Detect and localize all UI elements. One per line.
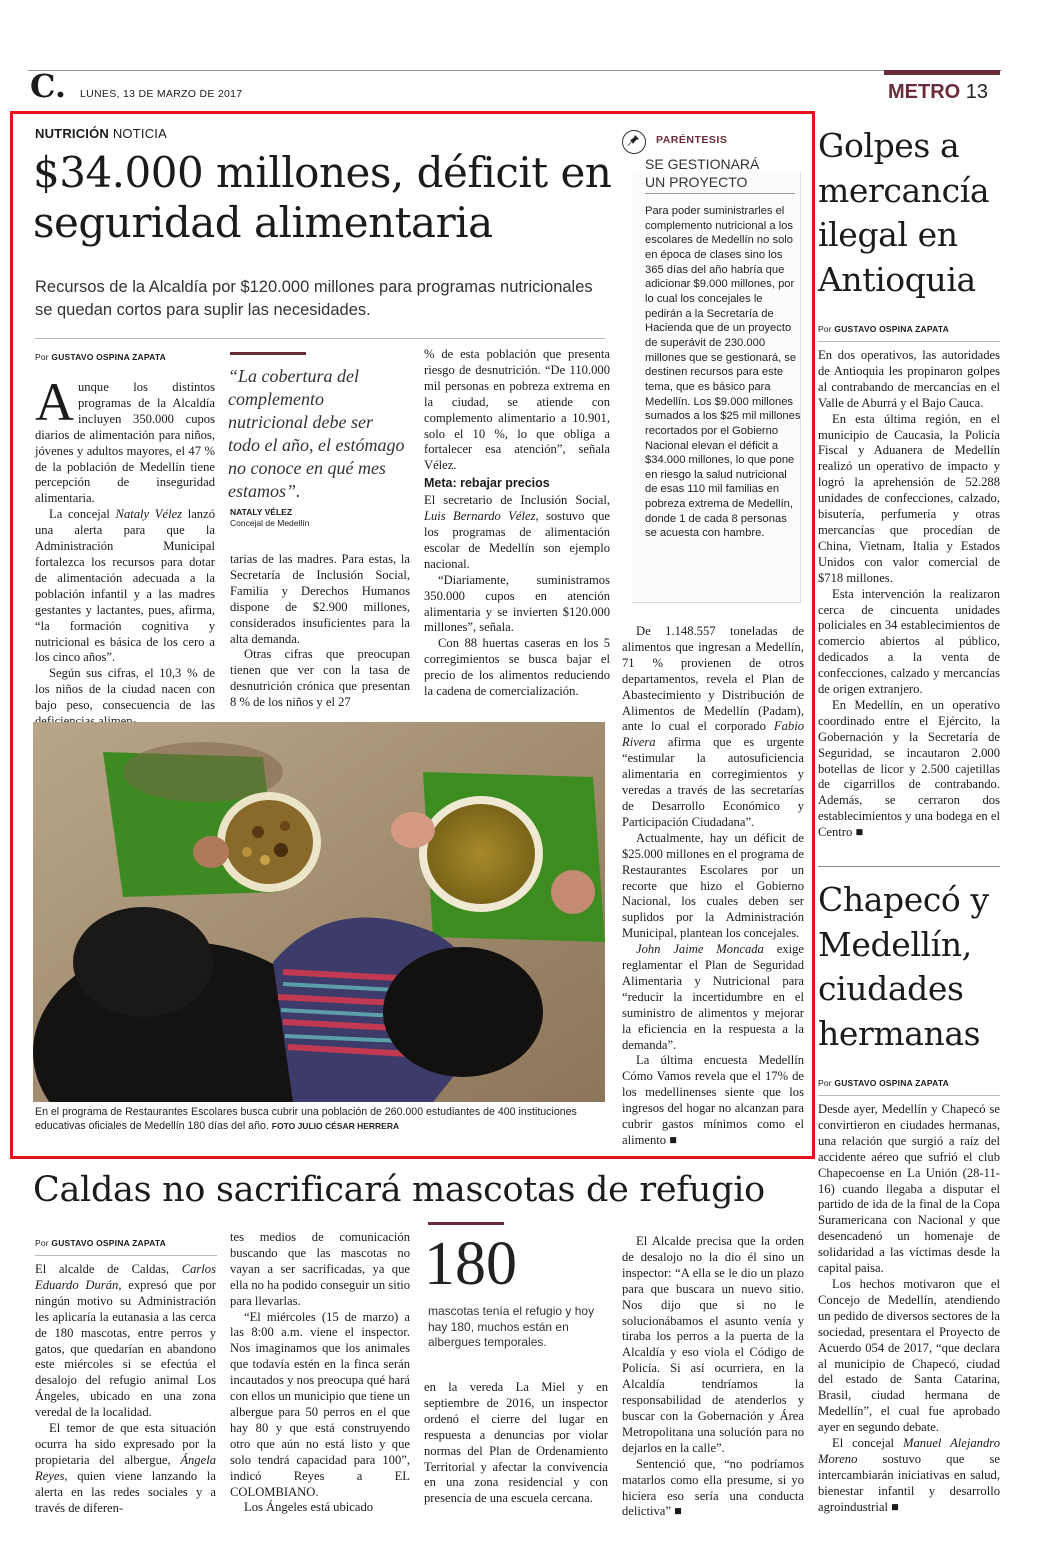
main-col-2 — [230, 552, 410, 711]
quote-author: NATALY VÉLEZ — [230, 507, 293, 517]
main-para-5: Otras cifras que preocupan tienen que ver con la tasa de desnutrición crónica que presentan 8 % de los niños y el 27 — [230, 647, 410, 710]
story3-para-3: El concejal Manuel Alejandro Moreno sostuvo que se intercambiarán iniciativas en salud, bienestar infantil y desarrollo agroindustrial ■ — [818, 1436, 1000, 1514]
section-label: METRO — [888, 81, 961, 103]
main-para-11: Actualmente, hay un déficit de $25.000 millones en el programa de Restaurantes Escolares por un recorte que hizo el Gobierno Nacional, los cuales deben ser suplidos por la Administración Municipal, plantean los concejales. — [622, 830, 804, 941]
main-para-3: Según sus cifras, el 10,3 % de los niños de la ciudad nacen con bajo peso, consecuencia de las — [35, 666, 215, 713]
byline-author: GUSTAVO OSPINA ZAPATA — [834, 324, 949, 334]
photo-caption — [35, 1105, 607, 1133]
deck-rule — [35, 338, 605, 339]
story4-col-2 — [230, 1230, 410, 1516]
main-deck: Recursos de la Alcaldía por $120.000 millones para programas nutricionales se quedan cortos para suplir las necesidades. — [35, 278, 593, 319]
main-para-7: El secretario de Inclusión Social, Luis Bernardo Vélez, sostuvo que los programas de alimentación escolar de Medellín son ejemplo nacional. — [424, 493, 610, 571]
story4-col-4 — [622, 1234, 804, 1520]
end-mark: ■ — [669, 1133, 677, 1147]
story2-para-1: En dos operativos, las autoridades de Antioquia les propinaron golpes al contrabando de mercancías en el Valle de Aburrá y el Bajo Cauca. — [818, 348, 1000, 410]
story4-para-4: “El miércoles (15 de marzo) a las 8:00 a.m. viene el inspector. Nos imaginamos que los animales que todavía estén en la finca serán incautados y nos preocupa qué hará con ellos un municipio que tiene un albergue para 50 perros en el que hay 80 y que está construyendo otro que aún no está listo y que solo tendrá capacidad para 100”, indicó Reyes a EL COLOMBIANO. — [230, 1309, 410, 1499]
sidebar-label: PARÉNTESIS — [656, 134, 728, 146]
story4-byline — [35, 1238, 166, 1248]
main-para-8: “Diariamente, suministramos 350.000 cupos en atención alimentaria y se invierten $120.000 millones”, señala. — [424, 572, 610, 635]
main-para-10: De 1.148.557 toneladas de alimentos que ingresan a Medellín, 71 % provienen de otros departamentos, revela el Plan de Abastecimiento y Distribución de Alimentos de Medellín (Padam), ante lo cual el corporado Fabio Rivera afirma que es urgente “estimular la autosuficiencia alimentaria en corregimientos y veredas a través de las secretarías de Desarrollo Económico y Participación Ciudadana”. — [622, 624, 804, 829]
story2-end-rule — [818, 866, 1000, 867]
story2-para-3: Esta intervención la realizaron cerca de cincuenta unidades policiales en 34 establecimientos de comercio abiertos al público, dedicados a la venta de confecciones, calzado y mercancías de origen extranjero. — [818, 586, 1000, 697]
byline-prefix: Por — [818, 324, 832, 334]
story4-col-3 — [424, 1380, 608, 1507]
kicker-topic: NUTRICIÓN — [35, 126, 110, 141]
page-number: 13 — [965, 81, 989, 103]
story3-byline-rule — [818, 1095, 1000, 1096]
main-para-13: La última encuesta Medellín Cómo Vamos revela que el 17% de los medellinenses siente que los ingresos del hogar no alcanzan para cubrir gastos mínimos como el alimento ■ — [622, 1053, 804, 1147]
story2-headline: Golpes a mercancía ilegal en Antioquia — [818, 126, 990, 299]
story4-para-1: El alcalde de Caldas, Carlos Eduardo Durán, expresó que por ningún motivo su Administración les aplicaría la eutanasia a las cerca de 180 mascotas, entre perros y gatos, que quedarían en abandono este miércoles si se efectúa el desalojo del refugio animal Los Ángeles, ubicado en una zona veredal de la localidad. — [35, 1262, 216, 1420]
main-col-4 — [622, 624, 804, 1149]
main-para-9: Con 88 huertas caseras en los 5 corregimientos se busca bajar el precio de los alimentos reduciendo la cadena de comercialización. — [424, 636, 610, 699]
main-col-1 — [35, 372, 215, 730]
photo-credit: FOTO JULIO CÉSAR HERRERA — [271, 1121, 400, 1131]
story4-byline-rule — [35, 1255, 217, 1256]
story4-para-8: Sentenció que, “no podríamos matarlos como ella presume, si yo hiciera eso sería una conducta delictiva” ■ — [622, 1456, 804, 1519]
story3-byline — [818, 1078, 949, 1088]
main-para-6: % de esta población que presenta riesgo de desnutrición. “De 110.000 mil personas en pobreza extrema en la ciudad, se atiende con complemento alimentario a 10.901, solo el 10 %, lo que obliga a fortalecer esa atención”, señala Vélez. — [424, 347, 610, 473]
story3-headline: Chapecó y Medellín, ciudades hermanas — [818, 880, 989, 1053]
big-number-text: mascotas tenía el refugio y hoy hay 180, muchos están en albergues temporales. — [428, 1304, 595, 1349]
quote-rule — [230, 352, 306, 355]
caption-text: En el programa de Restaurantes Escolares busca cubrir una población de 260.000 estudiantes de 400 instituciones educativas oficiales de Medellín 180 días del año. — [35, 1106, 577, 1132]
story2-byline-rule — [818, 341, 1000, 342]
logo: C. — [30, 67, 67, 105]
main-col-3 — [424, 347, 610, 700]
story3-para-1: Desde ayer, Medellín y Chapecó se convirtieron en ciudades hermanas, una relación que surgió a raíz del accidente aéreo que sufrió el club Chapecoense en La Unión (28-11-16) cuando llegaba a disputar el partido de ida de la final de la Copa Suramericana con Nacional y que desencadenó un homenaje de solidaridad a las víctimas desde la capital paisa. — [818, 1102, 1000, 1276]
end-mark: ■ — [674, 1504, 682, 1519]
big-number-rule — [428, 1222, 504, 1225]
header-rule — [28, 70, 1002, 71]
section-tab — [884, 70, 1000, 75]
pin-icon — [622, 130, 646, 154]
story4-para-5: Los Ángeles está ubicado — [244, 1500, 374, 1515]
byline-author: GUSTAVO OSPINA ZAPATA — [51, 352, 166, 362]
story2-para-4: En Medellín, en un operativo coordinado entre el Ejército, la Gobernación y la Secretaría de Seguridad, se incautaron 2.000 botellas de licor y 2.500 cajetillas de cigarrillos de contrabando. Además, se cerraron dos establecimientos y una bodega en el Centro ■ — [818, 697, 1000, 840]
main-para-1: Aunque los distintos programas de la Alcaldía incluyen 350.000 cupos diarios de alimentación para niños, jóvenes y adultos mayores, el 47 % de la población de Medellín tiene percepción de inseguridad alimentaria. — [35, 372, 215, 506]
main-para-12: John Jaime Moncada exige reglamentar el Plan de Seguridad Alimentaria y Nutricional para “reducir la incertidumbre en el suministro de alimentos y mejorar la eficiencia en la respuesta a la demanda”. — [622, 942, 804, 1052]
sidebar-title-rule — [645, 193, 795, 194]
main-kicker — [35, 126, 167, 141]
section-name — [888, 80, 988, 104]
story4-headline: Caldas no sacrificará mascotas de refugio — [33, 1170, 765, 1210]
subhead: Meta: rebajar precios — [424, 476, 550, 491]
main-photo — [33, 722, 605, 1102]
end-mark: ■ — [891, 1499, 899, 1514]
main-headline: $34.000 millones, déficit en seguridad alimentaria — [33, 148, 612, 247]
big-number: 180 — [424, 1230, 517, 1298]
page-header — [0, 0, 1037, 110]
story4-col-1 — [35, 1262, 216, 1517]
main-byline — [35, 352, 166, 362]
story4-para-3: tes medios de comunicación buscando que las mascotas no vayan a ser sacrificadas, ya que ella no ha podido conseguir un sitio para llevarlas. — [230, 1230, 410, 1308]
story3-para-2: Los hechos motivaron que el Concejo de Medellín, atendiendo un pedido de diversos sectores de la sociedad, presentara el Proyecto de Acuerdo 054 de 2017, “que declara al municipio de Chapecó, ciudad del estado de Santa Catarina, Brasil, ciudad hermana de Medellín”, el cual fue aprobado ayer en segundo debate. — [818, 1276, 1000, 1435]
byline-prefix: Por — [35, 1238, 49, 1248]
byline-author: GUSTAVO OSPINA ZAPATA — [834, 1078, 949, 1088]
sidebar-title: SE GESTIONARÁ UN PROYECTO — [645, 156, 760, 190]
story2-para-2: En esta última región, en el municipio de Caucasia, la Policía Fiscal y Aduanera de Medellín realizó un operativo de impacto y logró la aprehensión de 52.288 unidades de confecciones, calzado, bisutería, perfumería y otras mercancías que procedían de China, Vietnam, Italia y Estados Unidos con valor comercial de $718 millones. — [818, 411, 1000, 585]
sidebar-body: Para poder suministrarles el complemento nutricional a los escolares de Medellín no solo en época de clases sino los 365 días del año habría que adicionar $9.000 millones, por lo cual los concejales le pedirán a la Secretaría de Hacienda que de un proyecto de superávit de 230.000 millones que se gestionará, se destinen recursos para este tema, que es básico para Medellín. Los $9.000 millones sumados a los $25 mil millones recortados por el Gobierno Nacional elevan el déficit a $34.000 millones, lo que pone en riesgo la salud nutricional de esas 110 mil familias en pobreza extrema de Medellín, donde 1 de cada 8 personas se acuesta con hambre. — [645, 205, 801, 540]
story4-para-6: en la vereda La Miel y en septiembre de 2016, un inspector ordenó el cierre del lugar en respuesta a denuncias por violar normas del Plan de Ordenamiento Territorial y afectar la convivencia en una zona residencial y con presencia de una escuela cercana. — [424, 1380, 608, 1506]
quote-role: Concejal de Medellín — [230, 518, 310, 528]
byline-prefix: Por — [35, 352, 49, 362]
story2-byline — [818, 324, 949, 334]
story4-para-2: El temor de que esta situación ocurra ha sido expresado por la propietaria del albergue, Ángela Reyes, quien viene lanzando la alerta en las redes sociales y a través de diferen- — [35, 1421, 216, 1515]
story2-body — [818, 348, 1000, 841]
kicker-type: NOTICIA — [112, 126, 167, 141]
main-para-2: La concejal Nataly Vélez lanzó una alerta para que la Administración Municipal fortalezca los recursos para dotar de alimentación adecuada a la población infantil y a las madres gestantes y lactantes, pues, afirma, “la formación cognitiva y nutricional es básica de los cero a los cinco años”. — [35, 507, 215, 665]
main-para-4: tarias de las madres. Para estas, la Secretaría de Inclusión Social, Familia y Derechos Humanos dispone de $2.900 millones, considerados insuficientes para la alta demanda. — [230, 552, 410, 646]
pull-quote: “La cobertura del complemento nutricional debe ser todo el año, el estómago no conoce en qué mes estamos”. — [228, 366, 405, 501]
children-eating-illustration — [33, 722, 605, 1102]
drop-cap: A — [35, 372, 74, 432]
story3-body — [818, 1102, 1000, 1516]
byline-prefix: Por — [818, 1078, 832, 1088]
story4-para-7: El Alcalde precisa que la orden de desalojo no la dio él sino un inspector: “A ella se le dio un plazo para que buscara un nuevo sitio. Nos dijo que si no le solucionábamos el asunto venía y tiraba los perros a la puerta de la Alcaldía y eso viola el Código de Policía. Si así ocurriera, en la Alcaldía tendríamos la responsabilidad de atenderlos y buscar con la Gobernación y Área Metropolitana una solución para no dejarlos en la calle”. — [622, 1234, 804, 1455]
page-date: LUNES, 13 DE MARZO DE 2017 — [80, 88, 243, 100]
end-mark: ■ — [855, 825, 864, 840]
byline-author: GUSTAVO OSPINA ZAPATA — [51, 1238, 166, 1248]
